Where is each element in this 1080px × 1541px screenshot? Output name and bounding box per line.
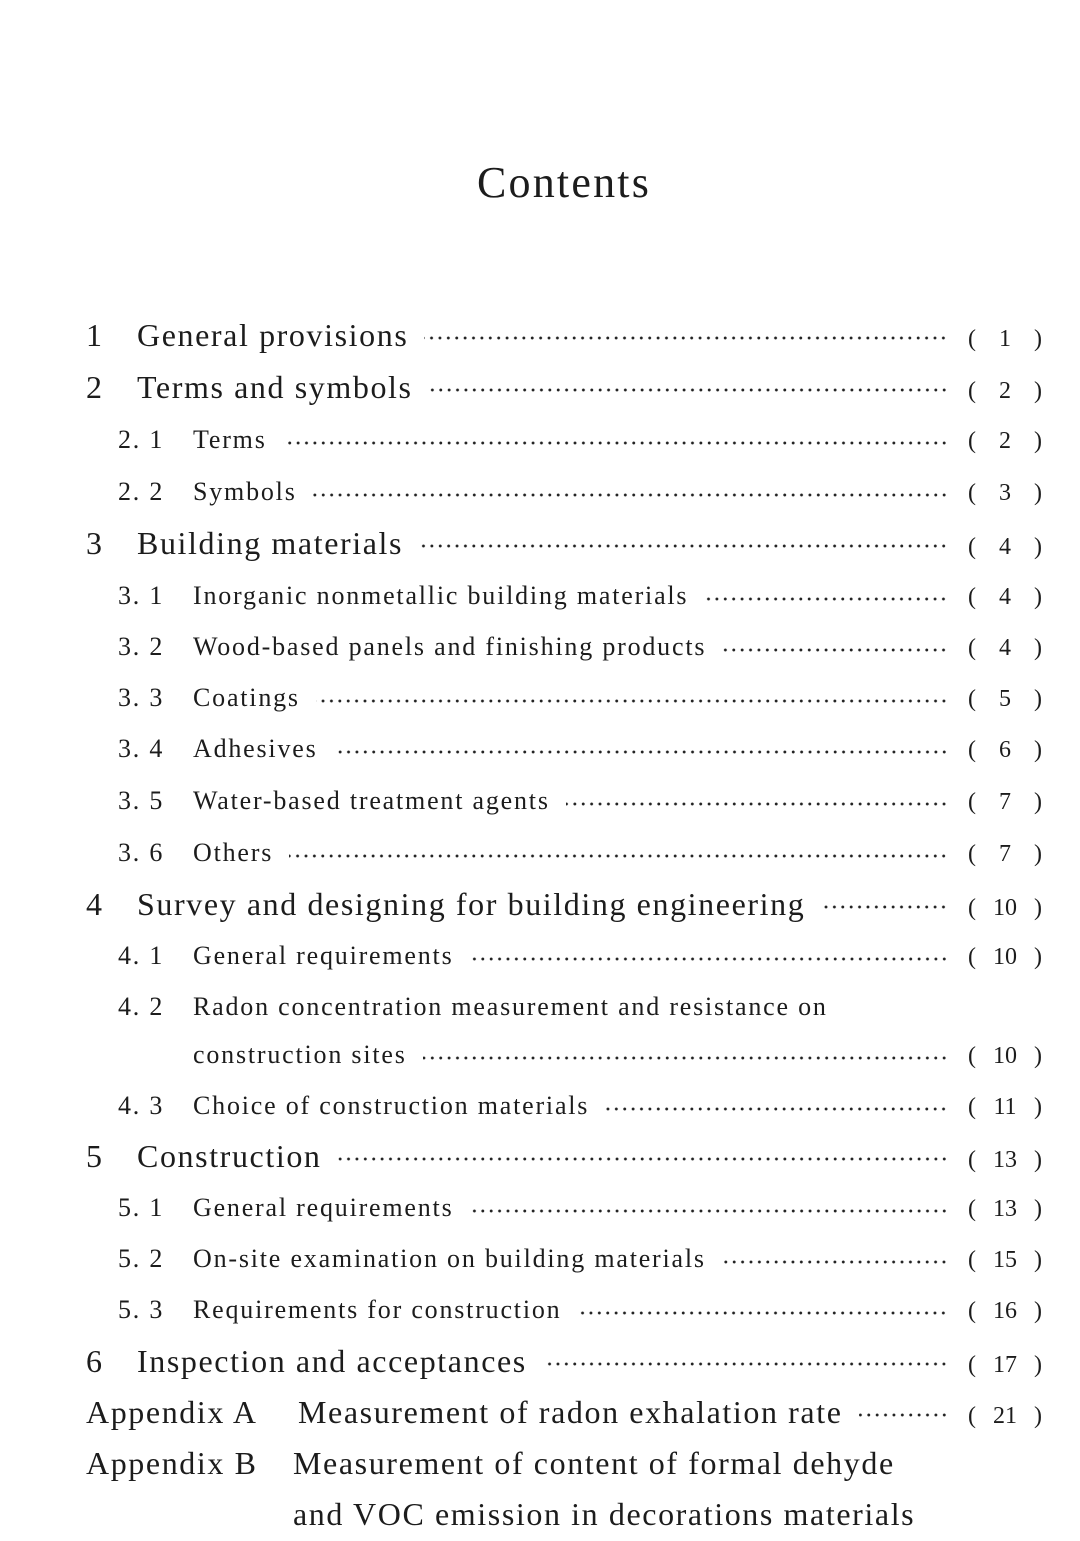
dot-leader bbox=[313, 493, 948, 497]
toc-entry-title: General provisions bbox=[137, 317, 409, 353]
dot-leader bbox=[566, 802, 948, 806]
toc-entry-title: General requirements bbox=[193, 1193, 454, 1222]
toc-entry-page-number: ( 7 ) bbox=[968, 789, 1042, 815]
toc-entry-title: Choice of construction materials bbox=[193, 1091, 590, 1120]
toc-entry-title: Construction bbox=[137, 1138, 322, 1174]
toc-entry-page-number: ( 13 ) bbox=[968, 1147, 1042, 1173]
dot-leader bbox=[334, 750, 948, 754]
toc-entry-appendix-b-continued bbox=[0, 1492, 1042, 1536]
toc-entry-number: 4. 3 bbox=[118, 1091, 165, 1120]
toc-entry-title-line-1: Measurement of content of formal dehyde bbox=[293, 1445, 895, 1481]
toc-entry-page-number: ( 1 ) bbox=[968, 326, 1042, 352]
toc-entry-3-4 bbox=[0, 727, 1042, 771]
toc-entry-title: Building materials bbox=[137, 525, 404, 561]
toc-entry-page-number: ( 5 ) bbox=[968, 686, 1042, 712]
toc-entry-5-3 bbox=[0, 1288, 1042, 1332]
toc-entry-number: 5. 2 bbox=[118, 1244, 165, 1273]
toc-entry-page-number: ( 2 ) bbox=[968, 378, 1042, 404]
toc-entry-title: General requirements bbox=[193, 941, 454, 970]
toc-entry-number: 3. 3 bbox=[118, 683, 165, 712]
page-title: Contents bbox=[476, 158, 652, 207]
toc-entry-5 bbox=[0, 1134, 1042, 1178]
dot-leader bbox=[338, 1157, 948, 1161]
toc-entry-3-5 bbox=[0, 779, 1042, 823]
toc-entry-number: 3. 5 bbox=[118, 786, 165, 815]
toc-entry-1 bbox=[0, 313, 1042, 357]
toc-entry-page-number: ( 13 ) bbox=[968, 1196, 1042, 1222]
dot-leader bbox=[470, 957, 948, 961]
toc-entry-4-3 bbox=[0, 1084, 1042, 1128]
dot-leader bbox=[605, 1107, 948, 1111]
toc-entry-page-number: ( 11 ) bbox=[968, 1094, 1042, 1120]
toc-entry-title: Symbols bbox=[193, 477, 297, 506]
toc-entry-2-2 bbox=[0, 470, 1042, 514]
toc-entry-number: 5. 3 bbox=[118, 1295, 165, 1324]
toc-entry-page-number: ( 4 ) bbox=[968, 635, 1042, 661]
dot-leader bbox=[722, 648, 948, 652]
toc-entry-4 bbox=[0, 882, 1042, 926]
toc-entry-title-line-1: Radon concentration measurement and resistance on bbox=[193, 992, 828, 1021]
toc-entry-title: Requirements for construction bbox=[193, 1295, 562, 1324]
toc-entry-page-number: ( 3 ) bbox=[968, 480, 1042, 506]
toc-entry-number: 6 bbox=[86, 1343, 104, 1379]
toc-entry-number: Appendix B bbox=[86, 1445, 258, 1481]
toc-entry-2 bbox=[0, 365, 1042, 409]
dot-leader bbox=[289, 854, 948, 858]
toc-entry-page-number: ( 17 ) bbox=[968, 1352, 1042, 1378]
toc-entry-page-number: ( 21 ) bbox=[968, 1403, 1042, 1429]
toc-entry-number: 4. 1 bbox=[118, 941, 165, 970]
toc-entry-title: Inorganic nonmetallic building materials bbox=[193, 581, 689, 610]
toc-entry-3 bbox=[0, 521, 1042, 565]
toc-entry-number: 2. 1 bbox=[118, 425, 165, 454]
toc-entry-title: Others bbox=[193, 838, 274, 867]
dot-leader bbox=[424, 336, 948, 340]
toc-entry-3-1 bbox=[0, 574, 1042, 618]
dot-leader bbox=[704, 597, 948, 601]
toc-entry-3-3 bbox=[0, 676, 1042, 720]
toc-entry-number: Appendix A bbox=[86, 1394, 258, 1430]
toc-entry-4-2-continued bbox=[0, 1033, 1042, 1077]
dot-leader bbox=[429, 388, 948, 392]
toc-entry-appendix-b bbox=[0, 1441, 1042, 1485]
toc-entry-5-2 bbox=[0, 1237, 1042, 1281]
toc-entry-title: Measurement of radon exhalation rate bbox=[298, 1394, 843, 1430]
toc-entry-3-6 bbox=[0, 831, 1042, 875]
dot-leader bbox=[821, 905, 948, 909]
toc-entry-number: 5 bbox=[86, 1138, 104, 1174]
toc-entry-number: 3. 1 bbox=[118, 581, 165, 610]
toc-entry-title: Terms and symbols bbox=[137, 369, 413, 405]
toc-entry-title: On-site examination on building materials bbox=[193, 1244, 706, 1273]
dot-leader bbox=[316, 699, 948, 703]
toc-entry-number: 3 bbox=[86, 525, 104, 561]
toc-entry-page-number: ( 2 ) bbox=[968, 428, 1042, 454]
toc-entry-number: 5. 1 bbox=[118, 1193, 165, 1222]
dot-leader bbox=[543, 1362, 948, 1366]
toc-entry-page-number: ( 10 ) bbox=[968, 895, 1042, 921]
dot-leader bbox=[577, 1311, 948, 1315]
toc-entry-3-2 bbox=[0, 625, 1042, 669]
toc-entry-title: Inspection and acceptances bbox=[137, 1343, 527, 1379]
toc-entry-title-line-2: and VOC emission in decorations materials bbox=[293, 1496, 916, 1532]
toc-entry-5-1 bbox=[0, 1186, 1042, 1230]
toc-entry-page-number: ( 4 ) bbox=[968, 584, 1042, 610]
toc-entry-page-number: ( 10 ) bbox=[968, 1043, 1042, 1069]
toc-entry-4-2 bbox=[0, 985, 1042, 1029]
toc-entry-number: 3. 6 bbox=[118, 838, 165, 867]
toc-entry-title: Terms bbox=[193, 425, 267, 454]
toc-entry-title: Coatings bbox=[193, 683, 300, 712]
dot-leader bbox=[859, 1413, 948, 1417]
dot-leader bbox=[470, 1209, 948, 1213]
toc-entry-title-line-2: construction sites bbox=[193, 1040, 407, 1069]
toc-entry-page-number: ( 7 ) bbox=[968, 841, 1042, 867]
toc-entry-number: 1 bbox=[86, 317, 104, 353]
toc-entry-4-1 bbox=[0, 934, 1042, 978]
toc-entry-number: 3. 2 bbox=[118, 632, 165, 661]
toc-entry-number: 4 bbox=[86, 886, 104, 922]
toc-entry-6 bbox=[0, 1339, 1042, 1383]
dot-leader bbox=[423, 1056, 948, 1060]
toc-entry-number: 2 bbox=[86, 369, 104, 405]
toc-entry-title: Water-based treatment agents bbox=[193, 786, 550, 815]
toc-entry-title: Survey and designing for building engineering bbox=[137, 886, 806, 922]
toc-entry-title: Adhesives bbox=[193, 734, 318, 763]
toc-entry-number: 2. 2 bbox=[118, 477, 165, 506]
dot-leader bbox=[419, 544, 948, 548]
toc-entry-page-number: ( 4 ) bbox=[968, 534, 1042, 560]
toc-entry-page-number: ( 16 ) bbox=[968, 1298, 1042, 1324]
dot-leader bbox=[283, 441, 948, 445]
dot-leader bbox=[722, 1260, 948, 1264]
toc-entry-page-number: ( 6 ) bbox=[968, 737, 1042, 763]
toc-entry-number: 4. 2 bbox=[118, 992, 165, 1021]
toc-entry-title: Wood-based panels and finishing products bbox=[193, 632, 707, 661]
toc-entry-2-1 bbox=[0, 418, 1042, 462]
toc-entry-page-number: ( 10 ) bbox=[968, 944, 1042, 970]
toc-entry-page-number: ( 15 ) bbox=[968, 1247, 1042, 1273]
toc-entry-appendix-a bbox=[0, 1390, 1042, 1434]
toc-entry-number: 3. 4 bbox=[118, 734, 165, 763]
